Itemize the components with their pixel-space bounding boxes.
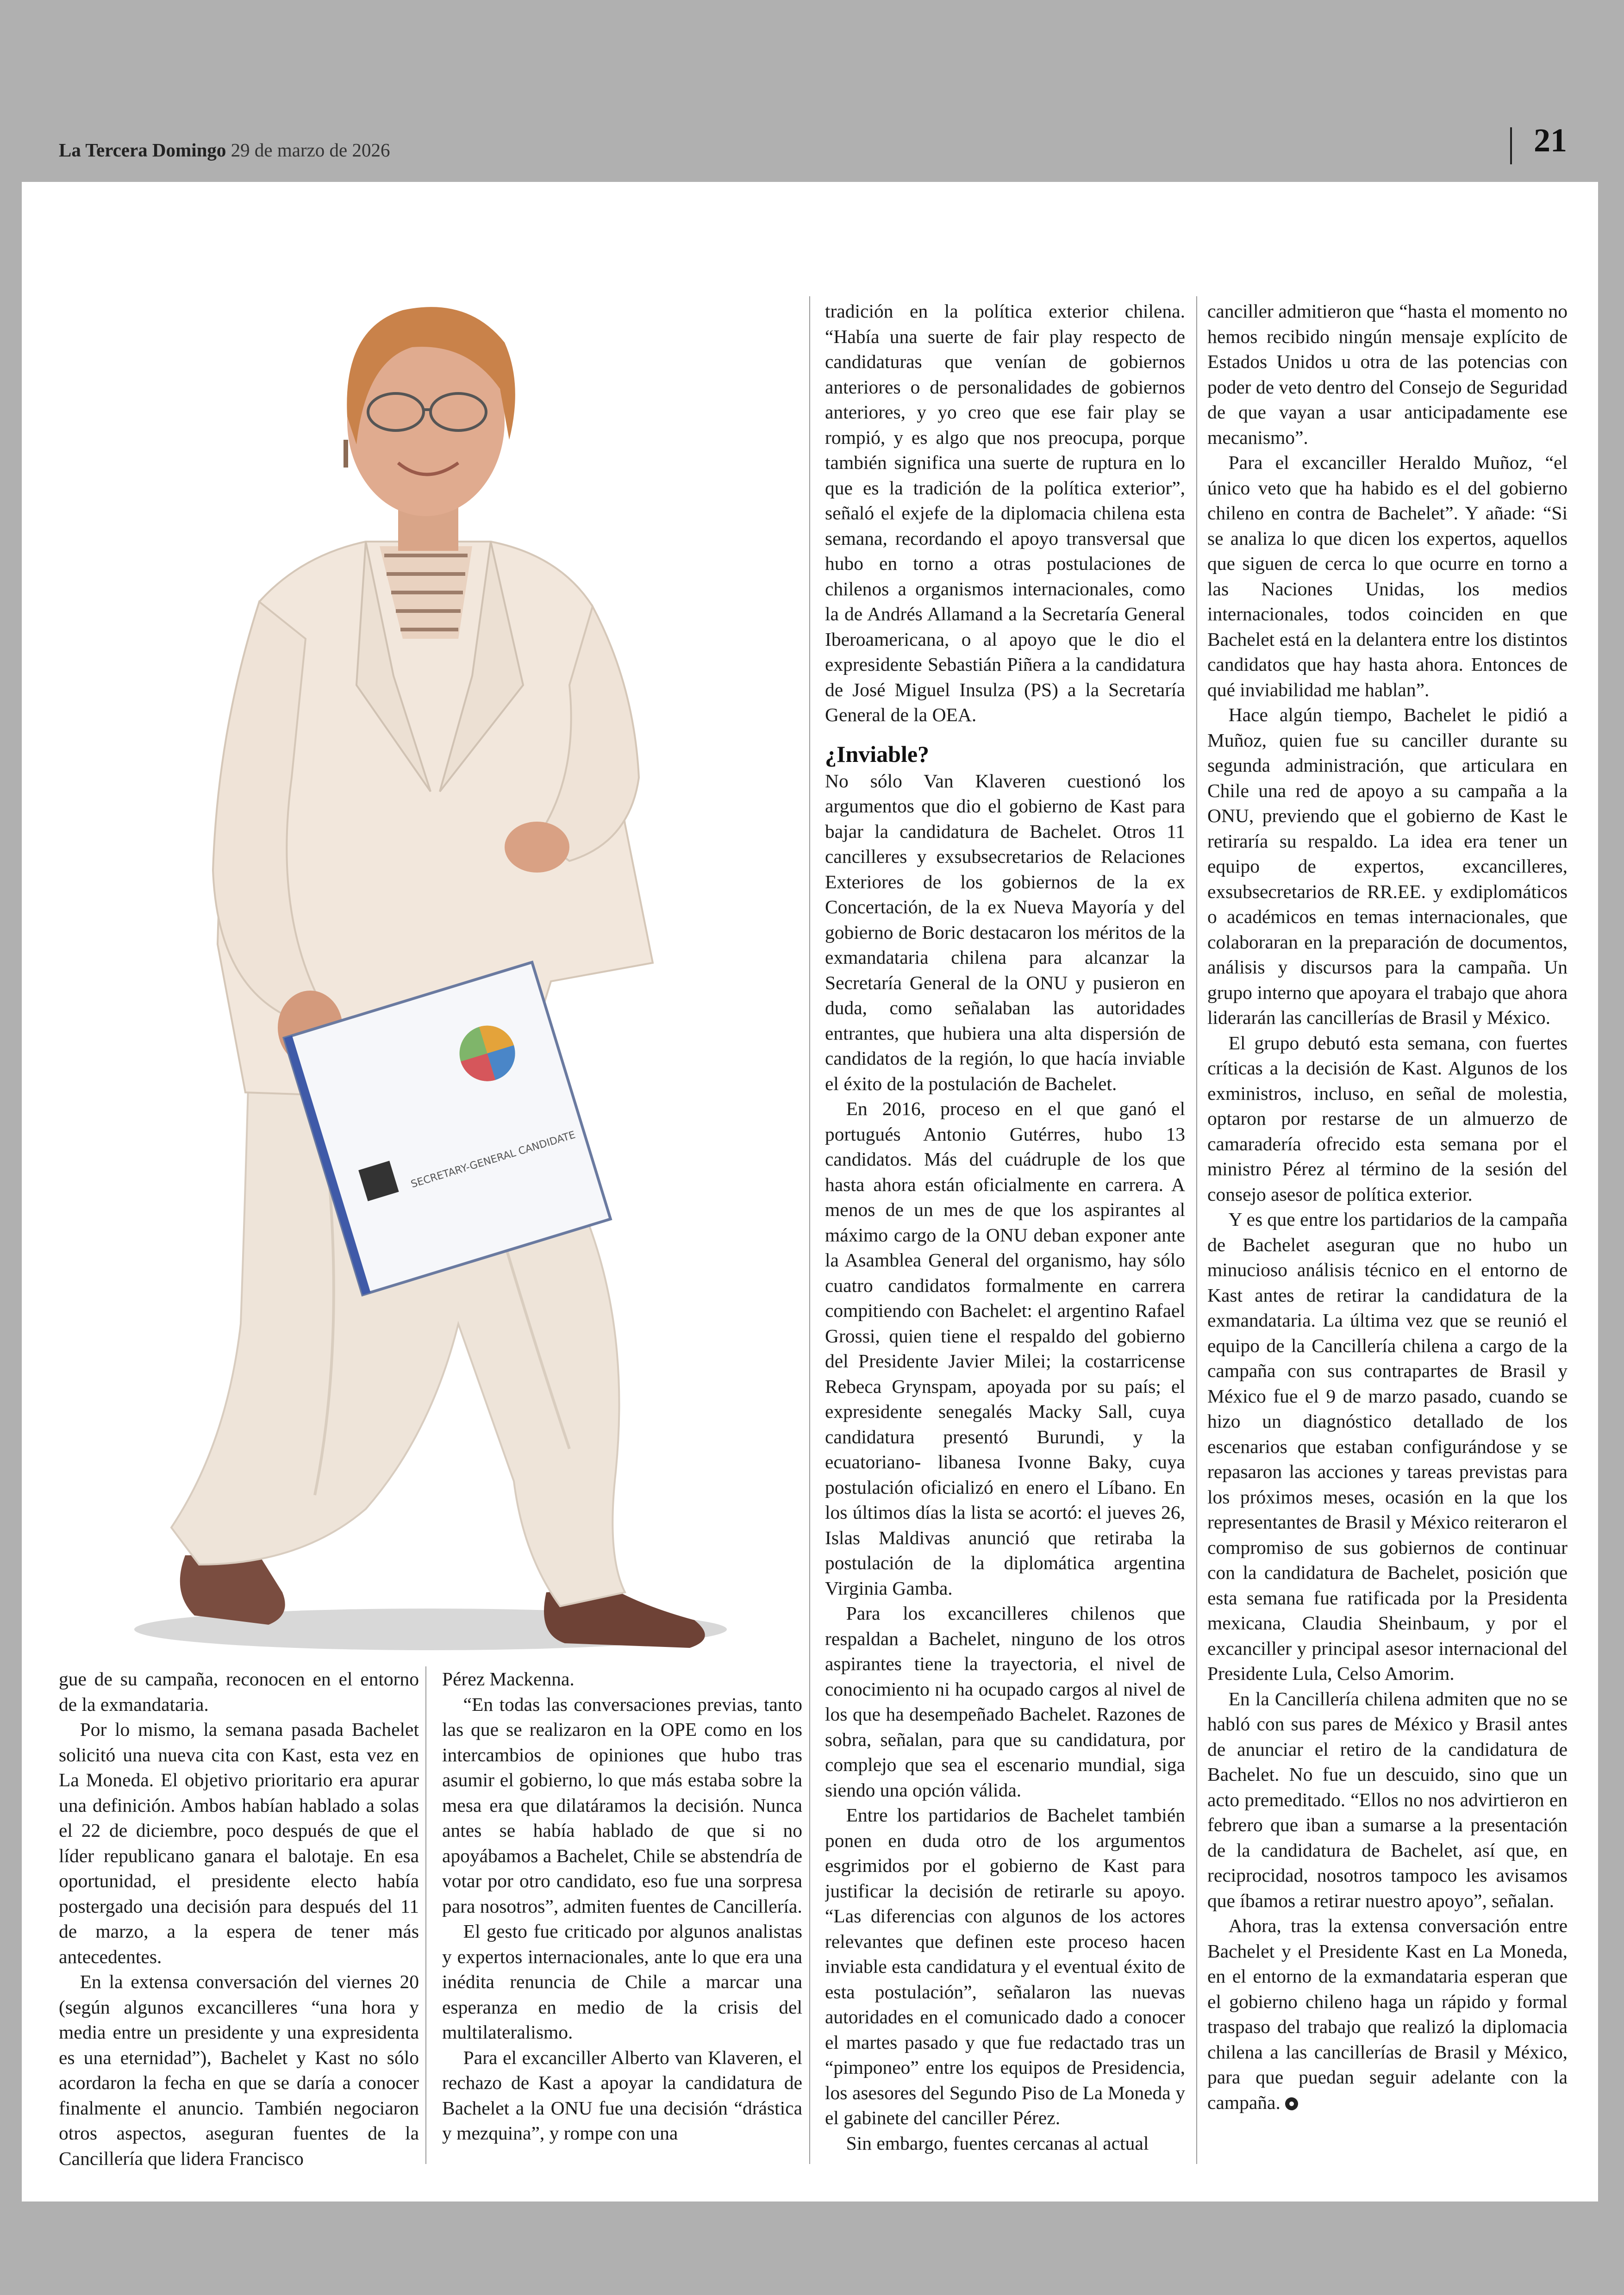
paragraph: Para el excanciller Alberto van Klaveren, el rechazo de Kast a apoyar la candidatura de Bachelet a la ONU fue una decisión “drástica y mezquina”, y rompe con una bbox=[442, 2046, 802, 2144]
page-number: 21 bbox=[1534, 122, 1567, 159]
paragraph: Y es que entre los partidarios de la campaña de Bachelet aseguran que no hubo un minucioso análisis técnico en el entorno de Kast antes de retirar la candidatura de la exmandataria. La última vez que se reunió el equipo de la Cancillería chilena a cargo de la campaña con sus contrapartes de Brasil y México fue el 9 de marzo pasado, cuando se hizo un diagnóstico detallado de los escenarios que estaban configurándose y se repasaron las acciones y tareas previstas para los próximos meses, ocasión en la que los representantes de Brasil y México reiteraron el compromiso de sus gobiernos de continuar con la candidatura de Bachelet, posición que esta semana fue ratificada por la Presidenta mexicana, Claudia Sheinbaum, y por el excanciller y principal asesor internacional del Presidente Lula, Celso Amorim. bbox=[1207, 1209, 1568, 1684]
folder-label: SECRETARY-GENERAL CANDIDATE bbox=[409, 1129, 577, 1191]
paragraph: El gesto fue criticado por algunos analistas y expertos internacionales, ante lo que era una inédita renuncia de Chile a marcar una esperanza en medio de la crisis del multilateralismo. bbox=[442, 1921, 802, 2043]
paragraph: gue de su campaña, reconocen en el entorno de la exmandataria. bbox=[59, 1668, 419, 1715]
paragraph bbox=[1207, 1913, 1568, 2115]
paragraph: Por lo mismo, la semana pasada Bachelet solicitó una nueva cita con Kast, esta vez en La Moneda. El objetivo prioritario era apurar una definición. Ambos habían hablado a solas el 22 de diciembre, poco después de que el líder republicano ganara el balotaje. En esa oportunidad, el presidente electo había postergado una decisión para después del 11 de marzo, a la espera de tener más antecedentes. bbox=[59, 1719, 419, 1967]
article-column-1 bbox=[59, 1666, 419, 2171]
column-rule-2 bbox=[809, 296, 810, 2164]
left-shoe bbox=[180, 1555, 285, 1625]
article-column-3 bbox=[825, 299, 1185, 2173]
paragraph: El grupo debutó esta semana, con fuertes críticas a la decisión de Kast. Algunos de los exministros, incluso, en señal de molestia, optaron por restarse de un almuerzo de camaradería ofrecido esta semana por el ministro Pérez al término de la sesión del consejo asesor de política exterior. bbox=[1207, 1032, 1568, 1205]
publication-name: La Tercera Domingo bbox=[59, 139, 226, 161]
paragraph: “En todas las conversaciones previas, tanto las que se realizaron en la OPE como en los intercambios de opiniones que hubo tras asumir el gobierno, lo que más estaba sobre la mesa era que dilatáramos la decisión. Nunca antes se había hablado de que si no apoyábamos a Bachelet, Chile se abstendría de votar por otro candidato, eso fue una sorpresa para nosotros”, admiten fuentes de Cancillería. bbox=[442, 1693, 802, 1917]
paragraph-text: Ahora, tras la extensa conversación entre Bachelet y el Presidente Kast en La Moneda, en el entorno de la exmandataria esperan que el gobierno chileno haga un rápido y formal traspaso del trabajo que realizó la diplomacia chilena a las cancillerías de Brasil y México, para que puedan seguir adelante con la campaña. bbox=[1207, 1915, 1568, 2113]
article-column-2 bbox=[442, 1666, 802, 2171]
paragraph: En la Cancillería chilena admiten que no se habló con sus pares de México y Brasil antes de anunciar el retiro de la candidatura de Bachelet. No fue un descuido, sino que un acto premeditado. “Ellos no nos advirtieron en febrero que iban a sumarse a la presentación de la candidatura de Bachelet, así que, en reciprocidad, nosotros tampoco les avisamos que íbamos a retirar nuestro apoyo”, señalan. bbox=[1207, 1688, 1568, 1911]
article-end-icon bbox=[1285, 2097, 1298, 2110]
paragraph: tradición en la política exterior chilena. “Había una suerte de fair play respecto de candidaturas que venían de gobiernos anteriores o de personalidades de gobiernos anteriores, y yo creo que ese fair play se rompió, y es algo que nos preocupa, porque también significa una suerte de ruptura en lo que es la tradición de la política exterior”, señaló el exjefe de la diplomacia chilena esta semana, recordando el apoyo transversal que hubo en torno a otras postulaciones de chilenos a organismos internacionales, como la de Andrés Allamand a la Secretaría General Iberoamericana, o al apoyo que le dio el expresidente Sebastián Piñera a la candidatura de José Miguel Insulza (PS) a la Secretaría General de la OEA. bbox=[825, 300, 1185, 725]
header-divider bbox=[1510, 127, 1512, 164]
page-folio bbox=[59, 139, 390, 161]
paragraph: canciller admitieron que “hasta el momento no hemos recibido ningún mensaje explícito de Estados Unidos u otra de las potencias con poder de veto dentro del Consejo de Seguridad de que vayan a usar anticipadamente ese mecanismo”. bbox=[1207, 300, 1568, 448]
portrait-photo bbox=[106, 222, 745, 1662]
article-column-4 bbox=[1207, 299, 1568, 2173]
publication-date: 29 de marzo de 2026 bbox=[231, 139, 390, 161]
section-subhead: ¿Inviable? bbox=[825, 741, 930, 767]
paragraph: No sólo Van Klaveren cuestionó los argumentos que dio el gobierno de Kast para bajar la candidatura de Bachelet. Otros 11 cancilleres y exsubsecretarios de Relaciones Exteriores de los gobiernos de la ex Concertación, de la ex Nueva Mayoría y del gobierno de Boric destacaron los méritos de la exmandataria chilena para alcanzar la Secretaría General de la ONU y pusieron en duda, como señalaban las autoridades entrantes, que hubiera una alta dispersión de candidatos de la región, lo que hacía inviable el éxito de la postulación de Bachelet. bbox=[825, 770, 1185, 1094]
column-rule-3 bbox=[1196, 296, 1197, 2164]
paragraph: Sin embargo, fuentes cercanas al actual bbox=[846, 2132, 1149, 2154]
paragraph: Para los excancilleres chilenos que respaldan a Bachelet, ninguno de los otros aspirantes tiene la trayectoria, el nivel de conocimiento ni ha ocupado cargos al nivel de los que ha desempeñado Bachelet. Razones de sobra, señalan, para que su candidatura, por complejo que sea el escenario mundial, siga siendo una opción válida. bbox=[825, 1603, 1185, 1801]
paragraph: En la extensa conversación del viernes 20 (según algunos excancilleres “una hora y media entre un presidente y una expresidenta es una eternidad”), Bachelet y Kast no sólo acordaron la fecha en que se daría a conocer finalmente el anuncio. También negociaron otros aspectos, aseguran fuentes de la Cancillería que lidera Francisco bbox=[59, 1971, 419, 2169]
paragraph: Hace algún tiempo, Bachelet le pidió a Muñoz, quien fue su canciller durante su segunda administración, que articulara en Chile una red de apoyo a su campaña a la ONU, previendo que el gobierno de Kast le retiraría su respaldo. La idea era tener un equipo de expertos, excancilleres, exsubsecretarios de RR.EE. y exdiplomáticos o académicos en temas internacionales, que colaboraran en la preparación de documentos, análisis y discursos para la campaña. Un grupo interno que apoyara el trabajo que ahora liderarán las cancillerías de Brasil y México. bbox=[1207, 704, 1568, 1028]
paragraph: Pérez Mackenna. bbox=[442, 1668, 575, 1690]
paragraph: En 2016, proceso en el que ganó el portugués Antonio Gutérres, hubo 13 candidatos. Más del cuádruple de los que hasta ahora están oficialmente en carrera. A menos de un mes de que los aspirantes al máximo cargo de la ONU deban exponer ante la Asamblea General del organismo, hay sólo cuatro candidatos formalmente en carrera compitiendo con Bachelet: el argentino Rafael Grossi, quien tiene el respaldo del gobierno del Presidente Javier Milei; la costarricense Rebeca Grynspam, apoyada por su país; el expresidente senegalés Macky Sall, cuya candidatura presentó Burundi, y la ecuatoriano- libanesa Ivonne Baky, cuya postulación oficializó en enero el Líbano. En los últimos días la lista se acortó: el jueves 26, Islas Maldivas anunció que retiraba la postulación de la diplomática argentina Virginia Gamba. bbox=[825, 1098, 1185, 1599]
paragraph: Para el excanciller Heraldo Muñoz, “el único veto que ha habido es el del gobierno chileno en contra de Bachelet”. Y añade: “Si se analiza lo que dicen los expertos, aquellos que siguen de cerca lo que ocurre en torno a las Naciones Unidas, los medios internacionales, todos coinciden en que Bachelet está en la delantera entre los distintos candidatos que hay hasta ahora. Entonces de qué inviabilidad me hablan”. bbox=[1207, 452, 1568, 700]
paragraph: Entre los partidarios de Bachelet también ponen en duda otro de los argumentos esgrimidos por el gobierno de Kast para justificar la decisión de retirarle su apoyo. “Las diferencias con algunos de los actores relevantes que definen este proceso hacen inviable esta candidatura y el eventual éxito de esta postulación”, señalaron las nuevas autoridades en el comunicado dado a conocer el martes pasado y que fue redactado tras un “pimponeo” entre los equipos de Presidencia, los asesores del Segundo Piso de La Moneda y el gabinete del canciller Pérez. bbox=[825, 1804, 1185, 2128]
column-rule-1 bbox=[425, 1666, 426, 2164]
